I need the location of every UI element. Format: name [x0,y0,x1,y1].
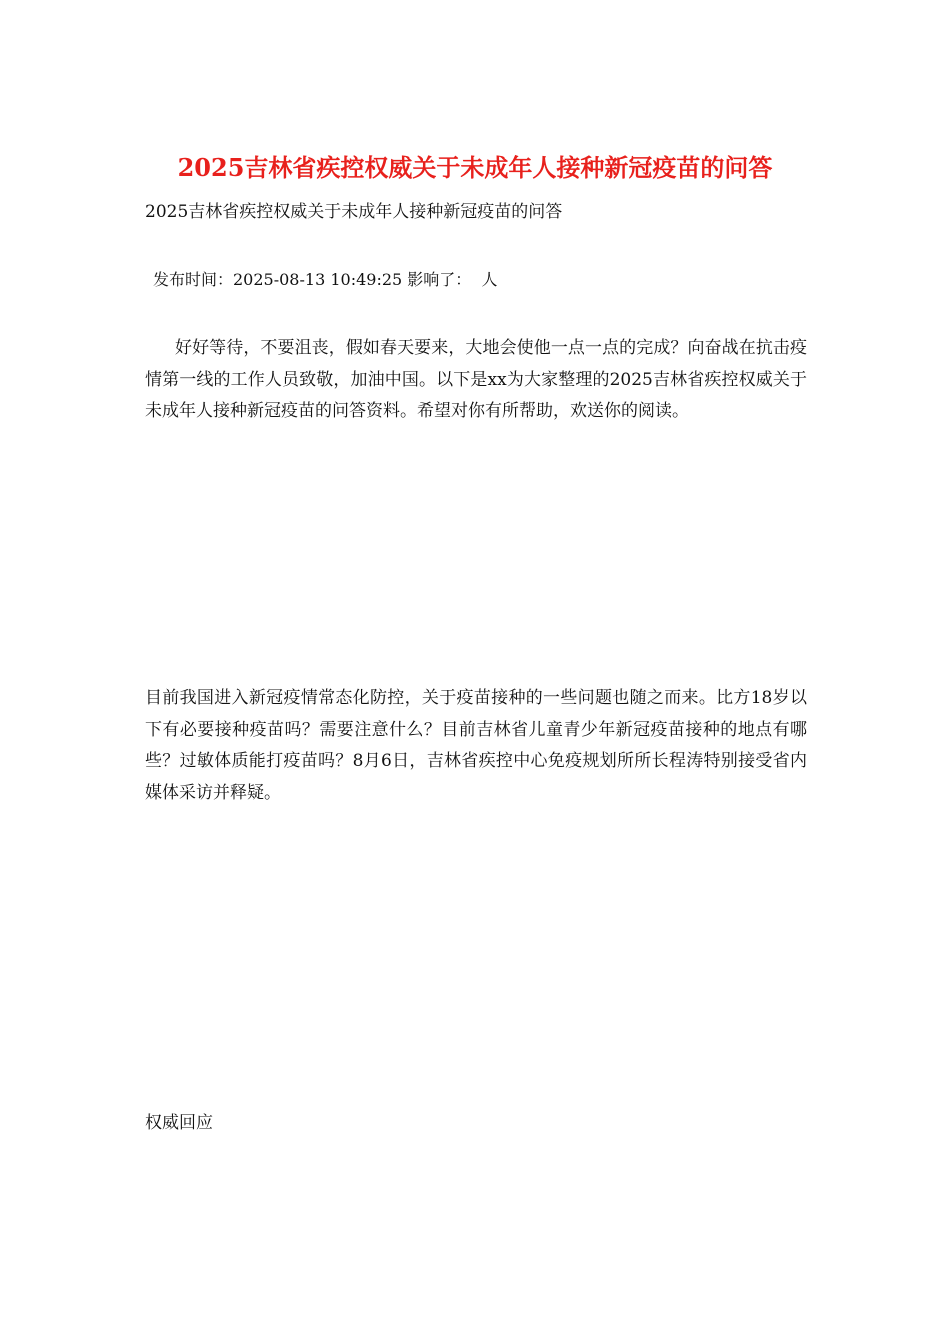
document-subtitle: 2025吉林省疾控权威关于未成年人接种新冠疫苗的问答 [145,202,563,222]
document-title: 2025吉林省疾控权威关于未成年人接种新冠疫苗的问答 [177,153,773,182]
section-heading: 权威回应 [145,1113,213,1133]
intro-paragraph: 好好等待，不要沮丧，假如春天要来，大地会使他一点一点的完成？向奋战在抗击疫情第一线的工作人员致敬，加油中国。以下是xx为大家整理的2025吉林省疾控权威关于未成年人接种新冠疫苗的问答资料。希望对你有所帮助，欢送你的阅读。 [145,338,807,421]
body-paragraph: 目前我国进入新冠疫情常态化防控，关于疫苗接种的一些问题也随之而来。比方18岁以下有必要接种疫苗吗？需要注意什么？目前吉林省儿童青少年新冠疫苗接种的地点有哪些？过敏体质能打疫苗吗？8月6日，吉林省疾控中心免疫规划所所长程涛特别接受省内媒体采访并释疑。 [145,688,807,803]
publish-meta: 发布时间：2025-08-13 10:49:25 影响了： 人 [153,270,498,289]
